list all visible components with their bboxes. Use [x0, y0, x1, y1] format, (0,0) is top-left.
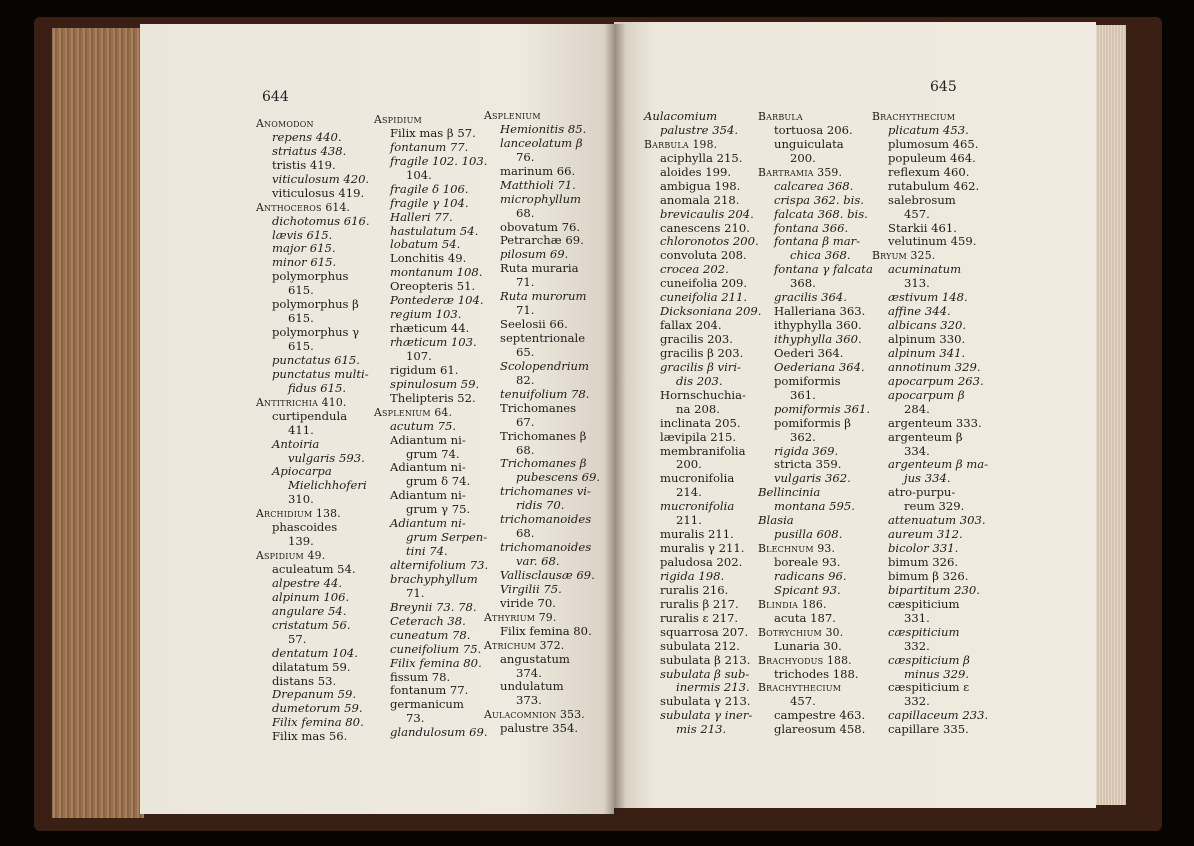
index-entry: capillare 335. — [888, 722, 969, 737]
index-entry: Apiocarpa — [272, 464, 332, 479]
index-entry: 457. — [904, 206, 930, 221]
index-entry: polymorphus γ — [272, 325, 360, 340]
index-entry: 200. — [790, 150, 816, 165]
index-entry: 373. — [516, 693, 542, 708]
index-entry: Hornschuchia- — [660, 387, 746, 402]
index-entry: stricta 359. — [774, 457, 842, 472]
index-entry: Scolopendrium — [500, 358, 589, 373]
index-entry: radicans 96. — [774, 568, 847, 583]
index-entry: palustre 354. — [500, 721, 579, 736]
index-entry: lobatum 54. — [390, 237, 461, 252]
index-entry: Filix femina 80. — [390, 655, 482, 670]
index-entry: 361. — [790, 387, 816, 402]
index-entry: crispa 362. bis. — [774, 192, 864, 207]
index-entry: muralis γ 211. — [660, 541, 745, 556]
index-entry: obovatum 76. — [500, 219, 581, 234]
index-entry: Trichomanes — [500, 400, 577, 415]
index-entry: alpinum 341. — [888, 345, 966, 360]
index-entry: Trichomanes β — [500, 428, 587, 443]
index-entry: bimum β 326. — [888, 568, 969, 583]
index-entry: Antoiria — [272, 436, 320, 451]
index-entry: Adiantum ni- — [390, 516, 466, 531]
index-entry: falcata 368. bis. — [774, 206, 868, 221]
index-entry: alpinum 106. — [272, 589, 350, 604]
index-heading: Archidium 138. — [256, 507, 341, 521]
index-column-right-3 — [872, 110, 988, 737]
index-entry: glareosum 458. — [774, 722, 866, 737]
index-entry: membranifolia — [660, 443, 746, 458]
index-entry: 374. — [516, 665, 542, 680]
index-heading: Asplenium 64. — [374, 405, 453, 419]
index-entry: germanicum — [390, 697, 464, 712]
index-entry: gracilis 364. — [774, 290, 847, 305]
index-entry: 615. — [288, 311, 314, 326]
index-entry: subulata 212. — [660, 638, 740, 653]
index-entry: 362. — [790, 429, 816, 444]
index-heading: Anthoceros 614. — [256, 200, 351, 214]
index-entry: dumetorum 59. — [272, 701, 363, 716]
index-entry: ruralis 216. — [660, 582, 729, 597]
index-heading: Blindia 186. — [758, 597, 827, 611]
index-entry: glandulosum 69. — [390, 725, 488, 740]
index-entry: var. 68. — [516, 554, 560, 568]
index-entry: cristatum 56. — [272, 617, 351, 632]
index-entry: Oederiana 364. — [774, 359, 865, 374]
index-entry: albicans 320. — [888, 318, 967, 333]
index-entry: 107. — [406, 348, 432, 363]
index-entry: 139. — [288, 534, 314, 549]
index-heading: Brachythecium — [758, 681, 842, 695]
index-entry: 332. — [904, 694, 930, 709]
index-entry: Starkii 461. — [888, 220, 957, 235]
index-column-left-3 — [484, 109, 600, 736]
index-entry: 68. — [516, 442, 535, 457]
index-entry: pubescens 69. — [516, 470, 601, 485]
index-entry: minor 615. — [272, 255, 337, 270]
index-entry: 73. — [406, 711, 425, 726]
index-entry: distans 53. — [272, 673, 337, 688]
index-entry: trichodes 188. — [774, 666, 859, 681]
index-entry: repens 440. — [272, 129, 342, 144]
index-entry: 71. — [406, 585, 425, 600]
index-entry: ithyphylla 360. — [774, 332, 862, 346]
index-entry: apocarpum β — [888, 387, 965, 402]
index-heading: Barbula 198. — [644, 137, 718, 151]
index-entry: aculeatum 54. — [272, 562, 356, 576]
index-entry: 284. — [904, 401, 930, 416]
index-entry: fallax 204. — [660, 318, 722, 333]
index-entry: montanum 108. — [390, 265, 483, 280]
index-entry: pomiformis — [774, 373, 841, 388]
index-entry: 67. — [516, 414, 535, 429]
index-entry: Lonchitis 49. — [390, 251, 467, 266]
index-entry: fontana β mar- — [774, 234, 861, 249]
index-entry: cæspiticium ε — [888, 680, 970, 695]
index-entry: fontanum 77. — [390, 139, 469, 154]
index-entry: 82. — [516, 372, 535, 387]
index-entry: æstivum 148. — [888, 290, 968, 305]
index-entry: annotinum 329. — [888, 359, 981, 374]
index-entry: dichotomus 616. — [272, 213, 370, 228]
index-entry: punctatus 615. — [272, 352, 360, 367]
index-entry: Filix mas 56. — [272, 729, 348, 744]
index-entry: aloides 199. — [660, 164, 732, 179]
index-entry: affine 344. — [888, 304, 951, 319]
index-entry: rigida 369. — [774, 443, 839, 458]
index-entry: dilatatum 59. — [272, 659, 351, 674]
index-entry: cuneifolia 209. — [660, 276, 748, 291]
index-entry: crocea 202. — [660, 262, 729, 277]
index-entry: Oreopteris 51. — [390, 279, 476, 294]
index-entry: trichomanoides — [500, 540, 592, 555]
index-entry: Filix femina 80. — [500, 623, 592, 638]
index-entry: Oederi 364. — [774, 345, 844, 360]
index-entry: pomiformis 361. — [774, 401, 871, 416]
index-entry: Matthioli 71. — [500, 177, 576, 192]
index-entry: pomiformis β — [774, 415, 851, 430]
index-entry: 615. — [288, 339, 314, 353]
index-entry: fragile δ 106. — [390, 181, 469, 196]
index-entry: reum 329. — [904, 499, 965, 514]
index-entry: 310. — [288, 492, 314, 507]
index-entry: anomala 218. — [660, 192, 740, 207]
index-entry: Breynii 73. 78. — [390, 599, 477, 614]
index-entry: pilosum 69. — [500, 247, 569, 262]
index-entry: alpinum 330. — [888, 332, 966, 346]
index-entry: gracilis 203. — [660, 332, 733, 346]
index-entry: bimum 326. — [888, 555, 959, 569]
index-entry: gracilis β viri- — [660, 359, 741, 374]
index-entry: convoluta 208. — [660, 248, 747, 263]
index-entry: subulata β sub- — [660, 666, 750, 681]
index-entry: subulata γ 213. — [660, 694, 751, 709]
index-entry: aureum 312. — [888, 527, 963, 542]
index-entry: Filix femina 80. — [272, 715, 364, 730]
index-entry: unguiculata — [774, 136, 844, 151]
index-entry: argenteum 333. — [888, 415, 982, 430]
index-heading: Antitrichia 410. — [256, 395, 347, 409]
index-entry: bicolor 331. — [888, 541, 959, 556]
index-entry: cæspiticium β — [888, 652, 970, 667]
index-entry: canescens 210. — [660, 220, 750, 235]
index-entry: rutabulum 462. — [888, 178, 980, 193]
index-entry: microphyllum — [500, 191, 582, 206]
index-entry: Ceterach 38. — [390, 613, 466, 628]
index-entry: salebrosum — [888, 192, 956, 207]
index-entry: Virgilii 75. — [500, 581, 562, 596]
index-entry: 615. — [288, 283, 314, 298]
page-number-right: 645 — [930, 79, 957, 95]
index-entry: 65. — [516, 344, 535, 359]
index-entry: 57. — [288, 631, 307, 646]
index-entry: septentrionale — [500, 331, 586, 345]
index-entry: punctatus multi- — [272, 366, 369, 381]
index-entry: fontana 366. — [774, 220, 849, 235]
index-entry: rigidum 61. — [390, 362, 459, 377]
index-entry: tortuosa 206. — [774, 122, 853, 137]
index-entry: Trichomanes β — [500, 456, 587, 471]
index-entry: populeum 464. — [888, 150, 976, 165]
index-entry: viride 70. — [500, 595, 556, 610]
index-entry: 313. — [904, 276, 930, 291]
index-entry: undulatum — [500, 679, 564, 694]
index-entry: chloronotos 200. — [660, 234, 759, 249]
index-entry: velutinum 459. — [888, 234, 977, 249]
index-entry: lævipila 215. — [660, 429, 737, 444]
index-entry: plicatum 453. — [888, 122, 969, 137]
index-entry: Adiantum ni- — [390, 488, 466, 503]
index-entry: hastulatum 54. — [390, 223, 479, 238]
index-entry: boreale 93. — [774, 555, 841, 569]
book-gutter — [604, 24, 626, 814]
index-entry: polymorphus — [272, 269, 349, 284]
index-entry: spinulosum 59. — [390, 376, 480, 391]
index-entry: 368. — [790, 276, 816, 291]
index-heading: Aspidium — [374, 113, 422, 126]
index-entry: striatus 438. — [272, 143, 347, 158]
index-entry: 68. — [516, 526, 535, 541]
index-entry: fidus 615. — [288, 380, 347, 395]
index-entry: brevicaulis 204. — [660, 206, 754, 221]
index-column-right-2 — [758, 110, 873, 737]
index-entry: fontana γ falcata — [774, 262, 873, 277]
index-entry: Dicksoniana 209. — [660, 304, 762, 319]
index-entry: 68. — [516, 205, 535, 220]
index-entry: 71. — [516, 275, 535, 290]
index-entry: Vallisclausæ 69. — [500, 567, 595, 582]
index-entry: tenuifolium 78. — [500, 386, 590, 401]
index-entry: montana 595. — [774, 499, 855, 514]
index-entry: mucronifolia — [660, 471, 735, 486]
index-entry: ithyphylla 360. — [774, 318, 862, 333]
index-entry: viticulosum 420. — [272, 171, 370, 186]
index-entry: polymorphus β — [272, 297, 359, 312]
index-entry: subulata γ iner- — [660, 708, 753, 723]
index-entry: Ruta muraria — [500, 261, 579, 276]
index-entry: muralis 211. — [660, 527, 734, 542]
index-entry: acuta 187. — [774, 610, 836, 625]
index-entry: Mielichhoferi — [288, 478, 367, 493]
index-entry: cuneifolia 211. — [660, 290, 748, 305]
index-entry: vulgaris 362. — [774, 471, 851, 486]
index-heading: Anomodon — [256, 117, 314, 130]
index-entry: fragile 102. 103. — [390, 153, 488, 168]
index-entry: Hemionitis 85. — [500, 121, 587, 136]
index-column-left-1 — [256, 117, 370, 744]
index-entry: Pontederæ 104. — [390, 293, 484, 308]
index-entry: pusilla 608. — [774, 527, 843, 542]
index-entry: cuneifolium 75. — [390, 641, 482, 656]
index-entry: grum γ 75. — [406, 502, 471, 517]
index-entry: Filix mas β 57. — [390, 125, 476, 140]
index-entry: rhæticum 103. — [390, 335, 477, 349]
index-entry: Adiantum ni- — [390, 460, 466, 475]
index-entry: Spicant 93. — [774, 582, 841, 597]
index-entry: alternifolium 73. — [390, 558, 489, 572]
index-entry: attenuatum 303. — [888, 513, 986, 528]
index-entry: plumosum 465. — [888, 136, 979, 151]
index-entry: acutum 75. — [390, 418, 457, 433]
index-entry: capillaceum 233. — [888, 708, 989, 723]
index-entry: angustatum — [500, 651, 570, 666]
index-heading: Botrychium 30. — [758, 625, 844, 639]
index-entry: dis 203. — [676, 373, 723, 388]
index-entry: fontanum 77. — [390, 683, 469, 698]
index-entry: cuneatum 78. — [390, 627, 471, 642]
index-entry: 411. — [288, 422, 314, 437]
index-entry: atro-purpu- — [888, 485, 956, 500]
index-entry: alpestre 44. — [272, 575, 343, 590]
index-entry: angulare 54. — [272, 603, 347, 618]
index-entry: Drepanum 59. — [272, 687, 357, 702]
index-entry: cæspiticium — [888, 596, 960, 611]
index-entry: bipartitum 230. — [888, 582, 980, 597]
index-entry: 332. — [904, 638, 930, 653]
index-entry: jus 334. — [904, 471, 951, 486]
index-entry: minus 329. — [904, 666, 970, 681]
index-entry: tini 74. — [406, 544, 448, 559]
index-entry: brachyphyllum — [390, 571, 478, 586]
index-entry: major 615. — [272, 241, 336, 256]
index-entry: gracilis β 203. — [660, 345, 744, 360]
index-entry: aciphylla 215. — [660, 150, 743, 165]
index-heading: Atrichum 372. — [484, 638, 565, 652]
index-entry: 334. — [904, 443, 930, 458]
index-entry: lanceolatum β — [500, 135, 583, 150]
index-entry: curtipendula — [272, 408, 348, 423]
index-entry: mis 213. — [676, 722, 727, 737]
index-entry: campestre 463. — [774, 708, 866, 723]
index-heading: Brachythecium — [872, 110, 956, 123]
page-number-left: 644 — [262, 89, 289, 105]
index-heading: Barbula — [758, 110, 803, 123]
index-entry: acuminatum — [888, 262, 962, 277]
index-entry: viticulosus 419. — [272, 185, 365, 200]
index-entry: squarrosa 207. — [660, 624, 749, 639]
index-entry: calcarea 368. — [774, 178, 854, 193]
index-entry: reflexum 460. — [888, 164, 970, 179]
index-entry: 214. — [676, 485, 702, 500]
index-entry: paludosa 202. — [660, 555, 743, 569]
index-entry: grum δ 74. — [406, 474, 471, 489]
index-entry: inermis 213. — [676, 680, 750, 695]
index-entry: rigida 198. — [660, 568, 725, 583]
index-entry: 200. — [676, 457, 702, 472]
index-heading: Bartramia 359. — [758, 165, 843, 179]
index-entry: 211. — [676, 513, 702, 528]
index-entry: argenteum β ma- — [888, 457, 989, 472]
index-entry: Thelipteris 52. — [390, 390, 476, 405]
index-entry: apocarpum 263. — [888, 373, 984, 388]
index-entry: vulgaris 593. — [288, 450, 365, 465]
page-edges-left — [52, 28, 144, 818]
index-entry: ruralis β 217. — [660, 596, 739, 611]
index-entry: grum 74. — [406, 446, 460, 461]
index-entry: ridis 70. — [516, 498, 565, 513]
index-entry: mucronifolia — [660, 499, 735, 514]
index-entry: 331. — [904, 610, 930, 625]
index-entry: Halleriana 363. — [774, 304, 866, 319]
index-entry: Bellincinia — [758, 485, 821, 500]
index-entry: Seelosii 66. — [500, 317, 568, 332]
index-entry: 457. — [790, 694, 816, 709]
index-entry: Blasia — [758, 513, 794, 528]
index-entry: trichomanoides — [500, 512, 592, 527]
index-entry: fragile γ 104. — [390, 195, 469, 210]
index-entry: 104. — [406, 167, 432, 182]
index-column-left-2 — [374, 113, 488, 740]
page-edges-right — [1092, 25, 1126, 805]
index-entry: tristis 419. — [272, 157, 336, 172]
index-entry: Halleri 77. — [390, 209, 453, 224]
index-entry: cæspiticium — [888, 624, 960, 639]
index-heading: Asplenium — [484, 109, 541, 122]
index-entry: na 208. — [676, 401, 720, 416]
index-heading: Aulacomnion 353. — [484, 708, 585, 722]
index-heading: Brachyodus 188. — [758, 653, 852, 667]
index-entry: Ruta murorum — [500, 289, 587, 304]
index-entry: 71. — [516, 303, 535, 318]
index-entry: rhæticum 44. — [390, 321, 470, 336]
index-entry: subulata β 213. — [660, 652, 751, 667]
index-entry: marinum 66. — [500, 163, 576, 178]
index-entry: ambigua 198. — [660, 178, 741, 193]
index-entry: trichomanes vi- — [500, 484, 591, 499]
index-entry: Aulacomium — [644, 109, 718, 123]
index-heading: Athyrium 79. — [484, 610, 557, 624]
index-entry: chica 368. — [790, 248, 851, 263]
index-entry: argenteum β — [888, 429, 963, 444]
index-entry: phascoides — [272, 520, 338, 535]
index-entry: inclinata 205. — [660, 415, 741, 430]
index-entry: lævis 615. — [272, 227, 333, 242]
index-heading: Bryum 325. — [872, 249, 936, 263]
index-entry: regium 103. — [390, 307, 462, 322]
index-column-right-1 — [644, 110, 761, 737]
index-entry: Lunaria 30. — [774, 638, 842, 653]
index-entry: ruralis ε 217. — [660, 610, 739, 625]
index-entry: 76. — [516, 149, 535, 164]
index-heading: Aspidium 49. — [256, 549, 326, 563]
index-entry: fissum 78. — [390, 669, 451, 684]
index-entry: dentatum 104. — [272, 645, 358, 660]
index-entry: Adiantum ni- — [390, 432, 466, 447]
index-heading: Blechnum 93. — [758, 542, 836, 556]
index-entry: Petrarchæ 69. — [500, 233, 584, 248]
index-entry: palustre 354. — [660, 122, 739, 137]
index-entry: grum Serpen- — [406, 530, 488, 545]
